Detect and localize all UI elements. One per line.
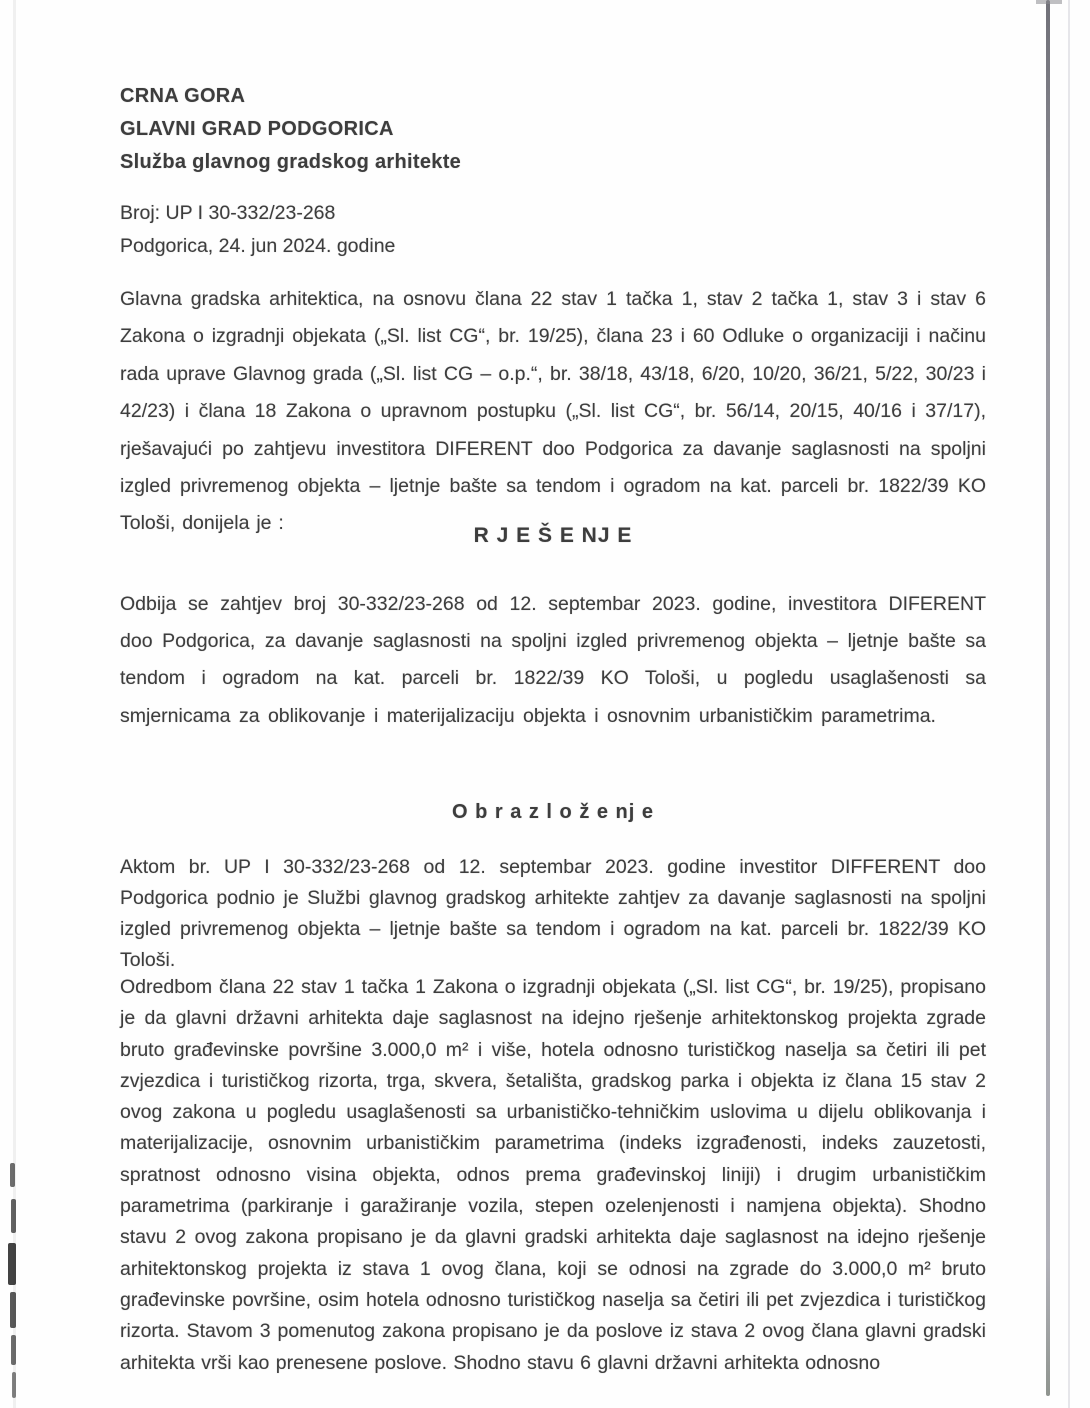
letterhead-office: Služba glavnog gradskog arhitekte bbox=[120, 151, 462, 173]
scan-left-edge-mark bbox=[11, 1335, 16, 1365]
scan-top-mark bbox=[1036, 0, 1062, 4]
scan-left-edge-mark bbox=[11, 1199, 16, 1233]
rationale-paragraph-1: Aktom br. UP I 30-332/23-268 od 12. septembar 2023. godine investitor DIFFERENT doo Podgorica podnio je Službi glavnog gradskog arhitekte zahtjev za davanje saglasnosti na spoljni izgled privremenog objekta – ljetnje bašte sa tendom i ogradom na kat. parceli br. 1822/39 KO Tološi. bbox=[120, 856, 986, 971]
letterhead bbox=[120, 80, 461, 179]
scan-left-edge-mark bbox=[10, 1163, 15, 1187]
decision-heading: R J E Š E NJ E bbox=[473, 524, 633, 547]
scan-left-edge-mark bbox=[12, 1372, 16, 1398]
case-number-line: Broj: UP I 30-332/23-268 bbox=[120, 202, 336, 224]
scan-left-band bbox=[13, 0, 16, 1408]
place-date-line: Podgorica, 24. jun 2024. godine bbox=[120, 234, 396, 257]
scan-left-edge-mark bbox=[10, 1292, 16, 1328]
case-reference bbox=[120, 197, 395, 262]
decision-paragraph: Odbija se zahtjev broj 30-332/23-268 od 12. septembar 2023. godine, investitora DIFERENT doo Podgorica, za davanje saglasnosti na spoljni izgled privremenog objekta – ljetnje bašte sa tendom i ogradom na kat. parceli br. 1822/39 KO Tološi, u pogledu usaglašenosti sa smjernicama za oblikovanje i materijalizaciju objekta i osnovnim urbanističkim parametrima. bbox=[120, 593, 986, 727]
preamble-paragraph: Glavna gradska arhitektica, na osnovu člana 22 stav 1 tačka 1, stav 2 tačka 1, stav 3 i stav 6 Zakona o izgradnji objekata („Sl. list CG“, br. 19/25), člana 23 i 60 Odluke o organizaciji i načinu rada uprave Glavnog grada („Sl. list CG – o.p.“, br. 38/18, 43/18, 6/20, 10/20, 36/21, 5/22, 30/23 i 42/23) i člana 18 Zakona o upravnom postupku („Sl. list CG“, br. 56/14, 20/15, 40/16 i 37/17), rješavajući po zahtjevu investitora DIFERENT doo Podgorica za davanje saglasnosti na spoljni izgled privremenog objekta – ljetnje bašte sa tendom i ogradom na kat. parceli br. 1822/39 KO Tološi, donijela je : bbox=[120, 288, 986, 535]
letterhead-country: CRNA GORA bbox=[120, 85, 246, 107]
letterhead-city: GLAVNI GRAD PODGORICA bbox=[120, 118, 394, 140]
rationale-paragraph-2: Odredbom člana 22 stav 1 tačka 1 Zakona o izgradnji objekata („Sl. list CG“, br. 19/25), propisano je da glavni državni arhitekta daje saglasnost na idejno rješenje arhitektonskog projekta zgrade bruto građevinske površine 3.000,0 m² i više, hotela odnosno turističkog naselja sa četiri ili pet zvjezdica i turističkog rizorta, trga, skvera, šetališta, gradskog parka i objekta iz člana 15 stav 2 ovog zakona u pogledu usaglašenosti sa urbanističko-tehničkim uslovima u dijelu oblikovanja i materijalizacije, osnovnim urbanističkim parametrima (indeks izgrađenosti, indeks zauzetosti, spratnost odnosno visina objekta, odnos prema građevinskoj liniji) i drugim urbanističkim parametrima (parkiranje i garažiranje vozila, stepen ozelenjenosti i namjena objekta). Shodno stavu 2 ovog zakona propisano je da glavni gradski arhitekta daje saglasnost na idejno rješenje arhitektonskog projekta iz stava 1 ovog člana, koji se odnosi na zgrade do 3.000,0 m² bruto građevinske površine, osim hotela odnosno turističkog naselja sa četiri ili pet zvjezdica i turističkog rizorta. Stavom 3 pomenutog zakona propisano je da poslove iz stava 2 ovog člana glavni gradski arhitekta vrši kao prenesene poslove. Shodno stavu 6 glavni državni arhitekta odnosno bbox=[120, 976, 986, 1374]
rationale-heading: O b r a z l o ž e nj e bbox=[451, 801, 655, 823]
scan-fold-line bbox=[1046, 0, 1050, 1396]
scan-left-edge-mark bbox=[8, 1243, 16, 1285]
scan-fold-line-faint bbox=[1068, 0, 1070, 1408]
